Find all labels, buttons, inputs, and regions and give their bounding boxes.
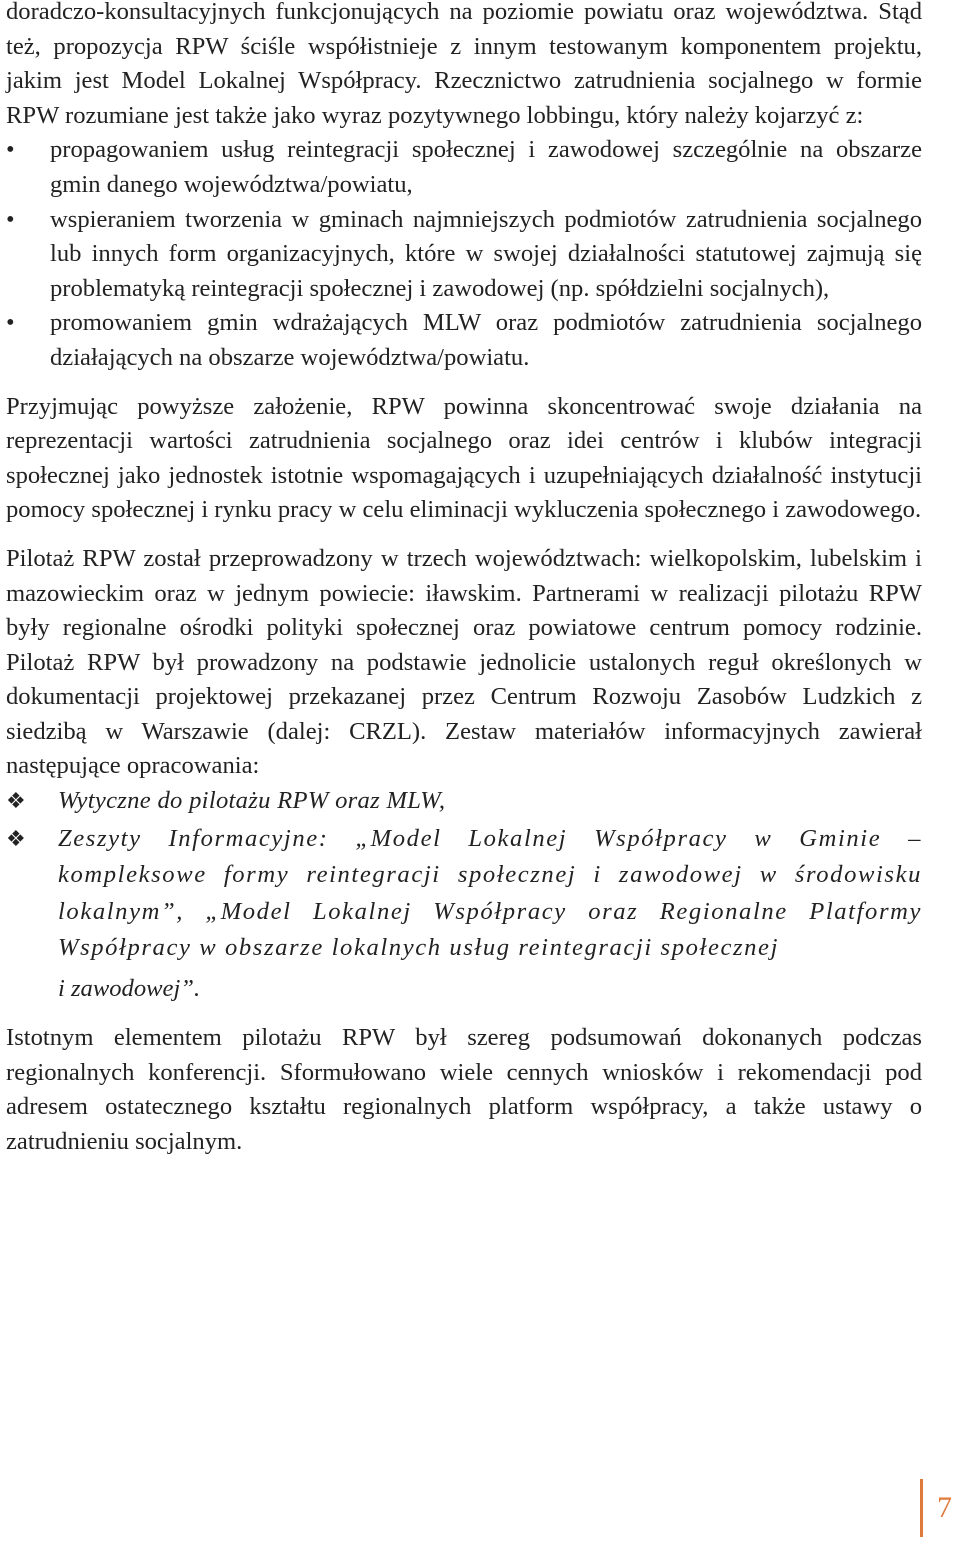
paragraph-intro: doradczo-konsultacyjnych funkcjonujących na poziomie powiatu oraz województwa. Stąd też, propozycja RPW ściśle współistnieje z innym testowanym komponentem projektu, jakim jest Model Lokalnej Współpracy. Rzecznictwo zatrudnienia socjalnego w formie RPW rozumiane jest także jako wyraz pozytywnego lobbingu, który należy kojarzyć z: — [6, 0, 922, 129]
materials-item-text-end: i zawodowej”. — [58, 974, 201, 1002]
paragraph-assumption: Przyjmując powyższe założenie, RPW powinna skoncentrować swoje działania na reprezentacji wartości zatrudnienia socjalnego oraz idei centrów i klubów integracji społecznej jako jednostek istotnie wspomagających i uzupełniających działalność instytucji pomocy społecznej i rynku pracy w celu eliminacji wykluczenia społecznego i zawodowego. — [6, 392, 922, 524]
materials-list — [6, 784, 922, 1007]
bullet-item: • wspieraniem tworzenia w gminach najmniejszych podmiotów zatrudnienia socjalnego lub innych form organizacyjnych, które w swojej działalności statutowej zajmują się problematyką reintegracji społecznej i zawodowej (np. spółdzielni socjalnych), — [6, 203, 922, 307]
paragraph-summary: Istotnym elementem pilotażu RPW był szereg podsumowań dokonanych podczas regionalnych konferencji. Sformułowano wiele cennych wniosków i rekomendacji pod adresem ostatecznego kształtu regionalnych platform współpracy, a także ustawy o zatrudnieniu socjalnym. — [6, 1024, 922, 1155]
materials-item — [6, 821, 922, 1008]
materials-item — [6, 784, 922, 819]
bullet-list — [6, 133, 922, 375]
paragraph-pilot: Pilotaż RPW został przeprowadzony w trzech województwach: wielkopolskim, lubelskim i mazowieckim oraz w jednym powiecie: iławskim. Partnerami w realizacji pilotażu RPW były regionalne ośrodki polityki społecznej oraz powiatowe centrum pomocy rodzinie. Pilotaż RPW był prowadzony na podstawie jednolicie ustalonych reguł określonych w dokumentacji projektowej przekazanej przez Centrum Rozwoju Zasobów Ludzkich z siedzibą w Warszawie (dalej: CRZL). Zestaw materiałów informacyjnych zawierał następujące opracowania: — [6, 544, 922, 780]
bullet-item: • promowaniem gmin wdrażających MLW oraz podmiotów zatrudnienia socjalnego działających na obszarze województwa/powiatu. — [6, 306, 922, 375]
diamond-bullet-icon: ❖ — [6, 788, 27, 814]
document-page — [6, 0, 922, 1160]
page-number: 7 — [920, 1479, 956, 1537]
materials-item-text: Zeszyty Informacyjne: „Model Lokalnej Współpracy w Gminie – kompleksowe formy reintegracji społecznej i zawodowej w środowisku lokalnym”, „Model Lokalnej Współpracy oraz Regionalne Platformy Współpracy w obszarze lokalnych usług reintegracji społecznej — [58, 824, 922, 962]
bullet-item: • propagowaniem usług reintegracji społecznej i zawodowej szczególnie na obszarze gmin danego województwa/powiatu, — [6, 133, 922, 202]
materials-item-text: Wytyczne do pilotażu RPW oraz MLW, — [58, 787, 446, 815]
diamond-bullet-icon: ❖ — [6, 825, 28, 851]
